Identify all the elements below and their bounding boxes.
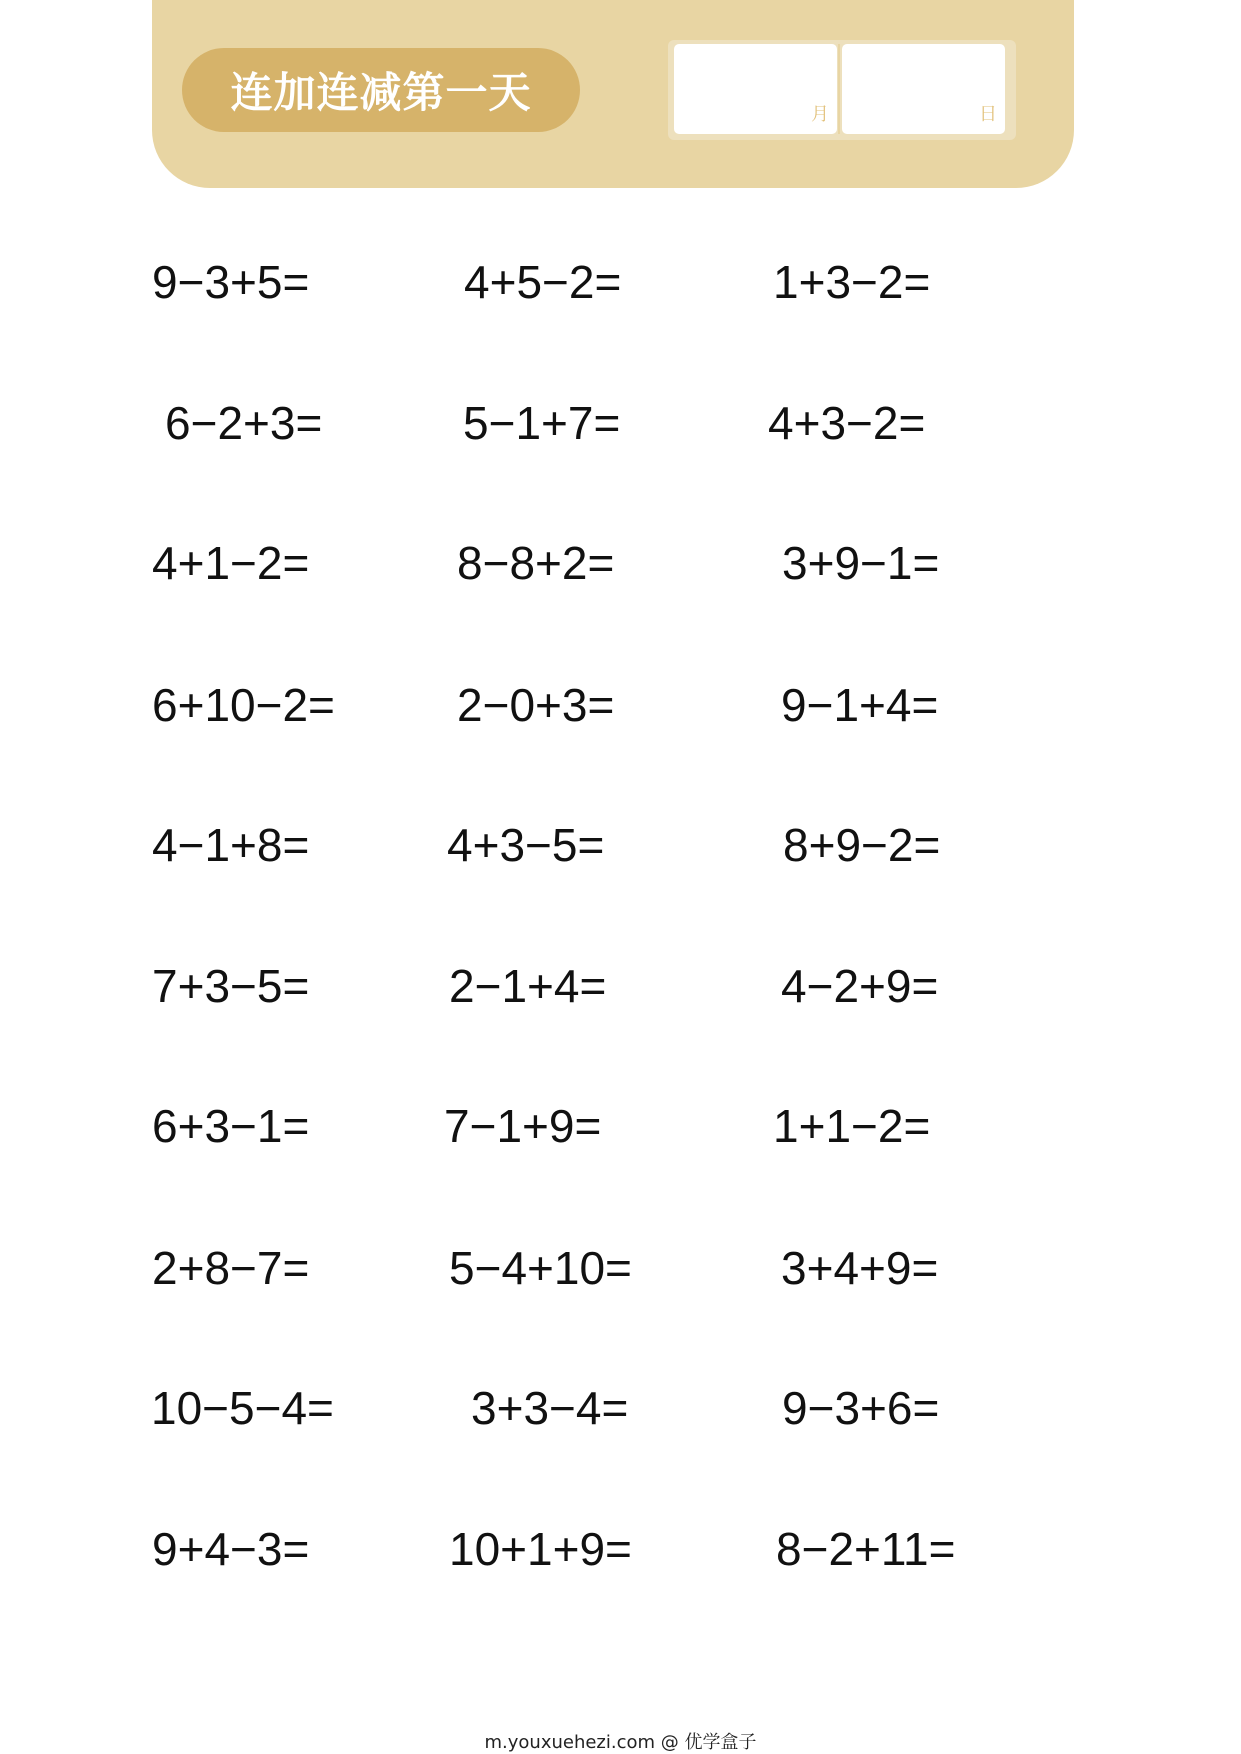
math-problem: 4−1+8= xyxy=(152,819,310,871)
math-problem: 1+3−2= xyxy=(773,256,931,308)
math-problem: 2−1+4= xyxy=(449,960,607,1012)
math-problem: 7−1+9= xyxy=(444,1100,602,1152)
footer-watermark: m.youxuehezi.com @ 优学盒子 xyxy=(484,1732,757,1753)
math-problem: 7+3−5= xyxy=(152,960,310,1012)
math-problem: 8−8+2= xyxy=(457,537,615,589)
math-problem: 5−4+10= xyxy=(449,1242,632,1294)
math-problem: 4−2+9= xyxy=(781,960,939,1012)
worksheet-title: 连加连减第一天 xyxy=(230,68,532,117)
title-pill xyxy=(182,48,580,132)
math-problem: 4+5−2= xyxy=(464,256,622,308)
math-problem: 5−1+7= xyxy=(463,397,621,449)
math-problem: 10+1+9= xyxy=(449,1523,632,1575)
math-problem: 1+1−2= xyxy=(773,1100,931,1152)
math-problem: 3+3−4= xyxy=(471,1382,629,1434)
math-problem: 3+9−1= xyxy=(782,537,940,589)
math-problem: 6−2+3= xyxy=(165,397,323,449)
math-problem: 6+3−1= xyxy=(152,1100,310,1152)
math-problem: 9+4−3= xyxy=(152,1523,310,1575)
math-problem: 4+1−2= xyxy=(152,537,310,589)
month-label: 月 xyxy=(811,104,829,125)
math-problem: 6+10−2= xyxy=(152,679,335,731)
math-problem: 4+3−2= xyxy=(768,397,926,449)
day-label: 日 xyxy=(979,104,997,125)
header-band xyxy=(152,0,1074,188)
math-problem: 10−5−4= xyxy=(151,1382,334,1434)
day-field[interactable] xyxy=(842,44,1005,134)
math-problem: 2+8−7= xyxy=(152,1242,310,1294)
month-field[interactable] xyxy=(674,44,837,134)
math-problem: 8+9−2= xyxy=(783,819,941,871)
math-problem: 4+3−5= xyxy=(447,819,605,871)
math-problem: 9−1+4= xyxy=(781,679,939,731)
math-problem: 9−3+5= xyxy=(152,256,310,308)
math-problem: 2−0+3= xyxy=(457,679,615,731)
math-problem: 8−2+11= xyxy=(776,1523,956,1575)
math-problem: 9−3+6= xyxy=(782,1382,940,1434)
date-divider xyxy=(838,44,840,134)
math-problem: 3+4+9= xyxy=(781,1242,939,1294)
date-box xyxy=(668,40,1016,140)
